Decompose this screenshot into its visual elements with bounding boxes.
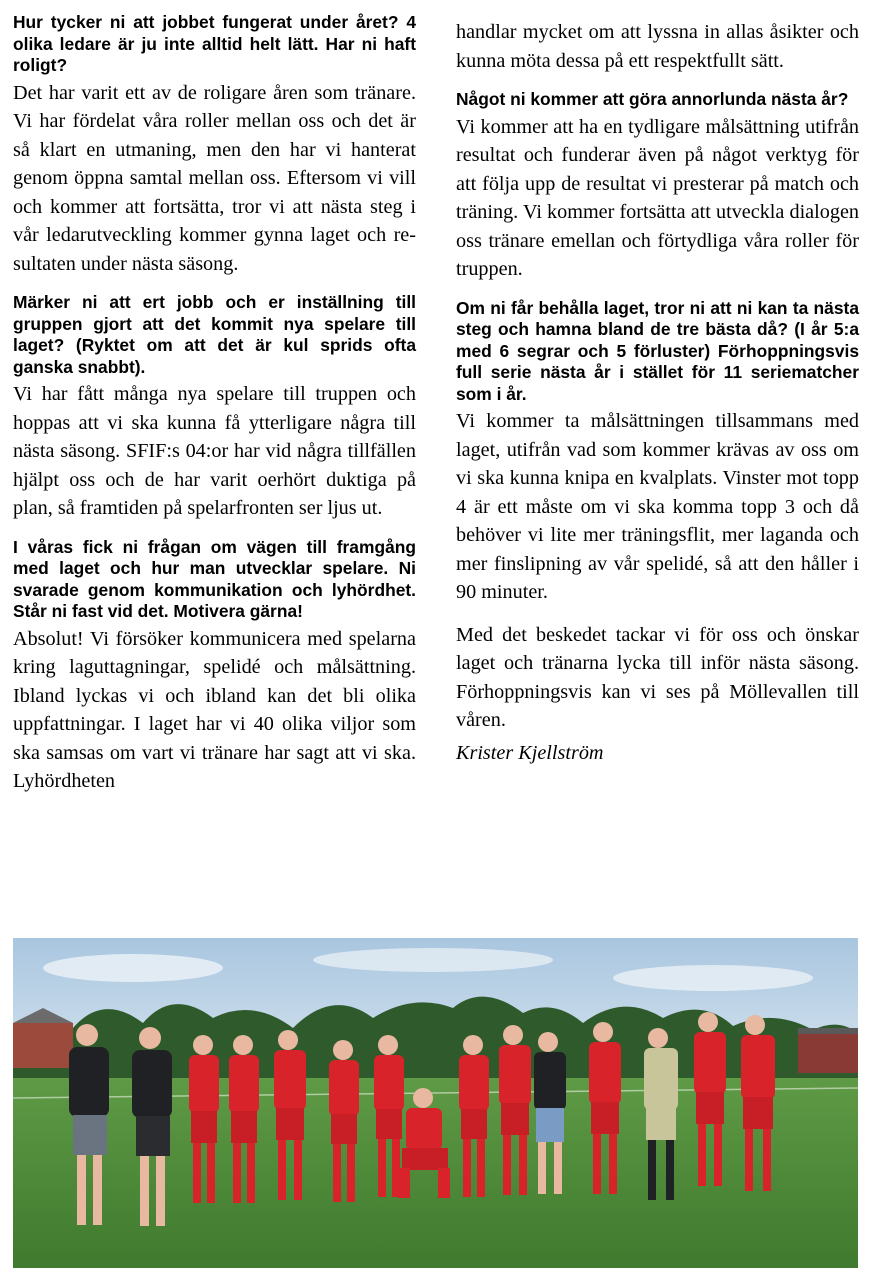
answer-3-continued: handlar mycket om att lyssna in allas åsikter och kunna möta dessa på ett respektfullt sätt. bbox=[456, 21, 859, 72]
right-column bbox=[456, 18, 859, 767]
question-3: I våras fick ni frågan om vägen till framgång med laget och hur man utvecklar spelare. Ni svarade genom kommunikation och lyhördhet. Står ni fast vid det. Motivera gärna! bbox=[13, 536, 416, 621]
answer-2: Vi har fått många nya spelare till truppen och hoppas att vi ska kunna få ytterligare några till nästa säsong. SFIF:s 04:or har vid några tillfällen hjälpt oss och de har varit oerhört duktiga på plan, så framtiden på spelarfronten ser ljus ut. bbox=[13, 383, 416, 519]
answer-1: Det har varit ett av de roligare åren som tränare. Vi har fördelat våra roller mellan oss och det är så klart en utmaning, men den har vi hanterat genom öppna samtal mellan oss. Eftersom vi vill och kommer att fortsätta, tror vi att nästa steg i vår ledarutveckling kommer gynna laget och resultaten under nästa säsong. bbox=[13, 81, 416, 275]
author-signature: Krister Kjellström bbox=[456, 741, 604, 764]
answer-3: Absolut! Vi försöker kommunicera med spelarna kring laguttagningar, spelidé och målsättning. Ibland lyckas vi och ibland kan det bli olika uppfattningar. I laget har vi 40 olika viljor som ska samsas om vart vi tränare har sagt att vi ska. Lyhördheten bbox=[13, 627, 416, 792]
closing-paragraph: Med det beskedet tackar vi för oss och önskar laget och tränarna lycka till inför nästa säsong. Förhoppningsvis kan vi ses på Möllevallen till våren. bbox=[456, 623, 859, 731]
question-2: Märker ni att ert jobb och er inställning till gruppen gjort att det kommit nya spelare till laget? (Ryktet om att det är kul sprids ofta ganska snabbt). bbox=[13, 292, 416, 377]
team-photo bbox=[13, 938, 858, 1268]
team-photo-illustration bbox=[13, 938, 858, 1268]
question-4: Något ni kommer att göra annorlunda nästa år? bbox=[456, 89, 849, 109]
answer-4: Vi kommer att ha en tydligare målsättning utifrån resultat och funderar även på något verktyg för att följa upp de resultat vi presterar på match och träning. Vi kommer fortsätta att utveckla dialogen oss tränare emellan och förtydliga våra roller för truppen. bbox=[456, 115, 859, 280]
left-column bbox=[13, 12, 416, 796]
answer-5: Vi kommer ta målsättningen tillsammans med laget, utifrån vad som kommer krävas av oss om vi ska kunna knipa en kvalplats. Vinster mot topp 4 är ett måste om vi ska komma topp 3 och då behöver vi lite mer träningsflit, mer laganda och mer finslipning av vår spelidé, så att den håller i 90 minuter. bbox=[456, 410, 859, 603]
question-1: Hur tycker ni att jobbet fungerat under året? 4 olika ledare är ju inte alltid helt lätt. Har ni haft roligt? bbox=[13, 12, 416, 75]
question-5: Om ni får behålla laget, tror ni att ni kan ta nästa steg och hamna bland de tre bästa då? (I år 5:a med 6 segrar och 5 förluster) Förhoppningsvis full serie nästa år i stället för 11 seriematcher som i år. bbox=[456, 297, 859, 404]
